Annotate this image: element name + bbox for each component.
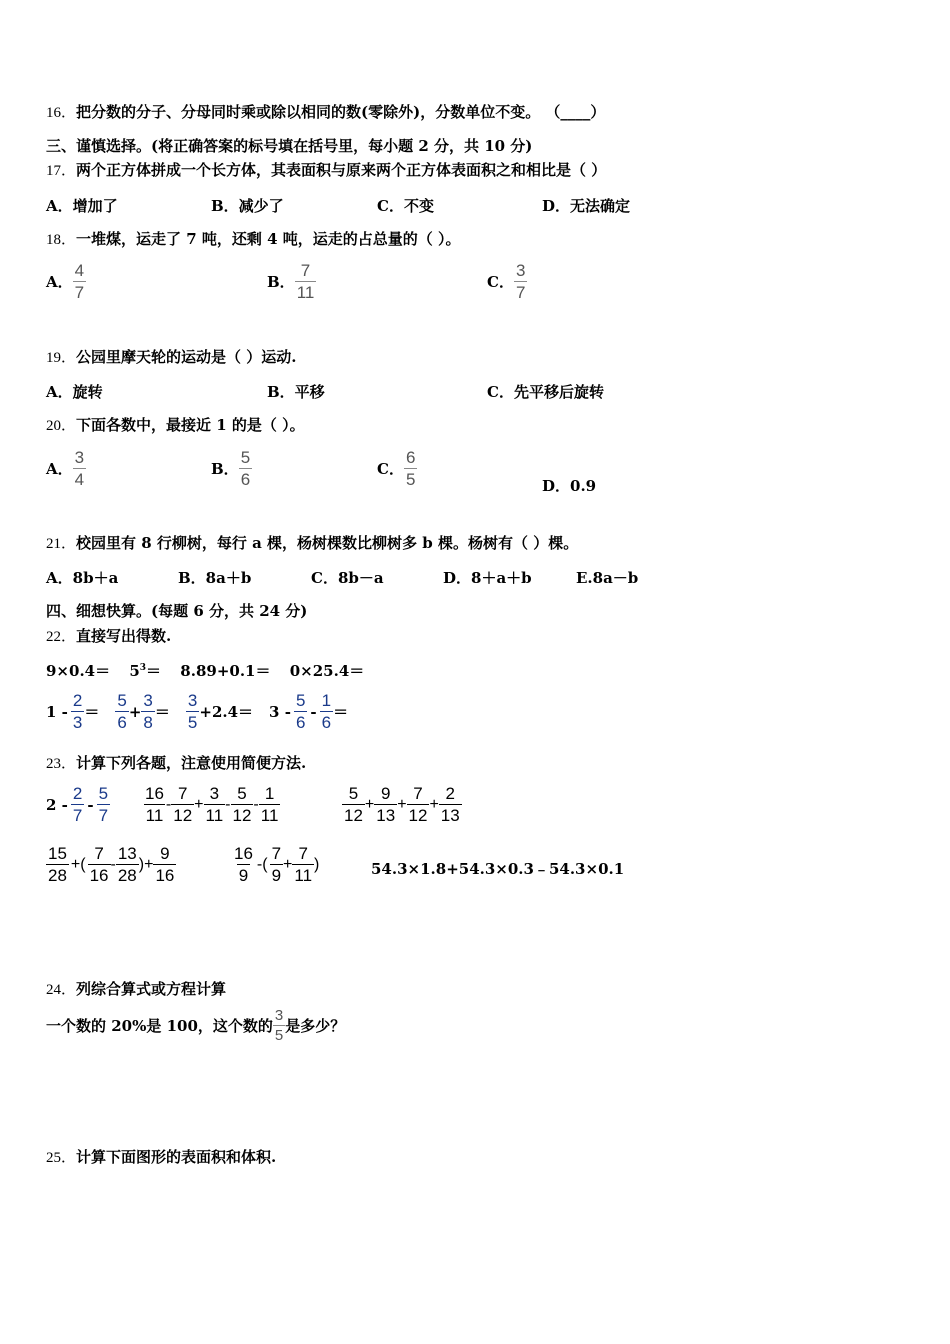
q21-option-b: B．8a＋b (178, 569, 252, 587)
fraction: $\frac{4}{7}$ (74, 261, 85, 302)
question-22: 22．直接写出得数. (46, 627, 172, 645)
fraction: $\frac{7}{11}$ (296, 261, 315, 302)
q23-expression-f: 54.3×1.8+54.3×0.3﹣54.3×0.1 (371, 860, 625, 878)
section-4-heading: 四、细想快算。(每题 6 分，共 24 分) (46, 602, 308, 620)
fraction: $\frac{5}{6}$ (240, 448, 251, 489)
q20-option-a: A． $\frac{3}{4}$ (46, 448, 85, 489)
question-24: 24．列综合算式或方程计算 (46, 980, 227, 998)
question-21: 21．校园里有 8 行柳树，每行 a 棵，杨树棵数比柳树多 b 棵。杨树有（ ）棵。 (46, 534, 579, 552)
fraction: $\frac{9}{16}$ (155, 844, 175, 885)
fraction: $\frac{16}{9}$ (234, 844, 253, 885)
q20-option-b: B． $\frac{5}{6}$ (211, 448, 251, 489)
fraction: $\frac{7}{12}$ (173, 784, 193, 825)
fraction: $\frac{7}{16}$ (89, 844, 109, 885)
fraction: $\frac{6}{5}$ (405, 448, 416, 489)
question-19: 19．公园里摩天轮的运动是（ ）运动. (46, 348, 297, 366)
fraction: $\frac{5}{6}$ (117, 691, 127, 732)
q22-row-1: $9\times 0.4= 5^3= 8.89+0.1= 0\times 25.4=$ (46, 662, 365, 680)
fraction: $\frac{2}{3}$ (72, 691, 83, 732)
q23-expression-e: $\frac{16}{9}$ -( $\frac{7}{9}$ + $\frac{7}{11}$ ) (234, 844, 320, 885)
q21-option-e: E.8a－b (576, 569, 639, 587)
fraction: $\frac{15}{28}$ (48, 844, 67, 885)
q23-expression-d: $\frac{15}{28}$ +( $\frac{7}{16}$ - $\frac{13}{28}$ )+ $\frac{9}{16}$ (48, 844, 175, 885)
fraction: $\frac{5}{12}$ (232, 784, 252, 825)
q20-option-c: C． $\frac{6}{5}$ (377, 448, 416, 489)
q17-option-b: B．减少了 (211, 197, 284, 215)
q23-expression-a: 2 - $\frac{2}{7}$ - $\frac{5}{7}$ (46, 784, 109, 825)
question-17: 17．两个正方体拼成一个长方体，其表面积与原来两个正方体表面积之和相比是（ ） (46, 161, 607, 179)
fraction: $\frac{3}{11}$ (205, 784, 224, 825)
fraction: $\frac{3}{4}$ (74, 448, 85, 489)
question-20: 20．下面各数中，最接近 1 的是（ ）。 (46, 416, 305, 434)
fraction: $\frac{7}{12}$ (408, 784, 428, 825)
fraction: $\frac{3}{5}$ (274, 1007, 284, 1044)
q17-option-c: C．不变 (377, 197, 434, 215)
q23-expression-b: $\frac{16}{11}$ - $\frac{7}{12}$ + $\frac{3}{11}$ - $\frac{5}{12}$ - $\frac{1}{11}$ (145, 784, 279, 825)
q22-row-2: 1 - $\frac{2}{3}$ ＝ $\frac{5}{6}$ + $\frac{3}{8}$ ＝ $\frac{3}{5}$ +2.4＝ 3 - $\frac{5}{6}$ - $\frac{1}{6}$ ＝ (46, 691, 349, 732)
fraction: $\frac{1}{11}$ (260, 784, 279, 825)
fraction: $\frac{3}{7}$ (515, 261, 526, 302)
q19-option-b: B．平移 (267, 383, 325, 401)
q21-option-a: A．8b＋a (46, 569, 119, 587)
q23-expression-c: $\frac{5}{12}$ + $\frac{9}{13}$ + $\frac{7}{12}$ + $\frac{2}{13}$ (344, 784, 460, 825)
section-3-heading: 三、谨慎选择。(将正确答案的标号填在括号里，每小题 2 分，共 10 分) (46, 137, 533, 155)
q19-option-a: A．旋转 (46, 383, 103, 401)
fraction: $\frac{3}{8}$ (143, 691, 153, 732)
fraction: $\frac{2}{7}$ (72, 784, 83, 825)
fraction: $\frac{3}{5}$ (187, 691, 198, 732)
fraction: $\frac{5}{12}$ (344, 784, 363, 825)
question-23: 23．计算下列各题，注意使用简便方法. (46, 754, 307, 772)
fraction: $\frac{16}{11}$ (145, 784, 164, 825)
fraction: $\frac{13}{28}$ (117, 844, 137, 885)
fraction: $\frac{5}{7}$ (98, 784, 109, 825)
question-18: 18．一堆煤，运走了 7 吨，还剩 4 吨，运走的占总量的（ ）。 (46, 230, 461, 248)
fraction: $\frac{1}{6}$ (321, 691, 332, 732)
fraction: $\frac{5}{6}$ (295, 691, 306, 732)
q20-option-d: D．0.9 (542, 477, 597, 495)
question-16: 16．把分数的分子、分母同时乘或除以相同的数(零除外)，分数单位不变。 （____） (46, 103, 606, 121)
fraction: $\frac{2}{13}$ (440, 784, 460, 825)
q24-problem: 一个数的 20%是 100，这个数的 $\frac{3}{5}$ 是多少？ (46, 1007, 346, 1044)
q18-option-a: A． $\frac{4}{7}$ (46, 261, 85, 302)
question-25: 25．计算下面图形的表面积和体积. (46, 1148, 277, 1166)
fraction: $\frac{9}{13}$ (376, 784, 396, 825)
q17-option-d: D．无法确定 (542, 197, 631, 215)
fraction: $\frac{7}{9}$ (271, 844, 282, 885)
q21-option-d: D．8＋a＋b (443, 569, 532, 587)
q19-option-c: C．先平移后旋转 (487, 383, 604, 401)
q18-option-b: B． $\frac{7}{11}$ (267, 261, 315, 302)
q21-option-c: C．8b－a (311, 569, 384, 587)
fraction: $\frac{7}{11}$ (294, 844, 313, 885)
q18-option-c: C． $\frac{3}{7}$ (487, 261, 526, 302)
q17-option-a: A．增加了 (46, 197, 118, 215)
